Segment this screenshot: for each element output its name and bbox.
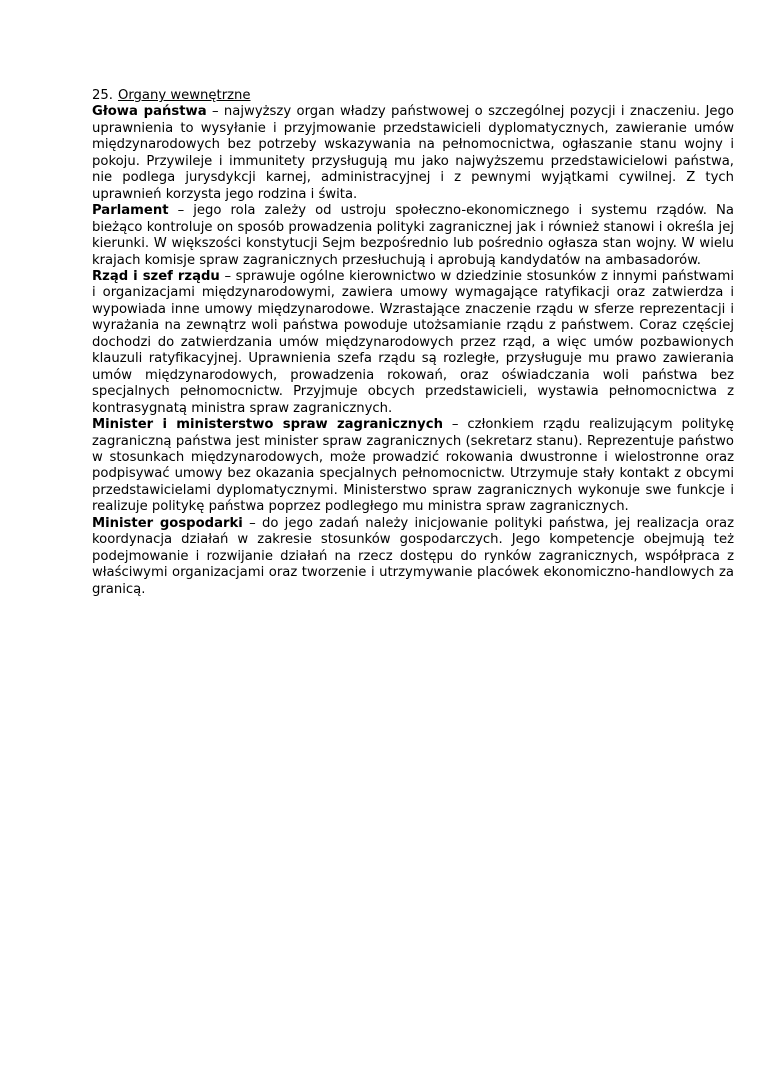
paragraph-body-foreign-minister: – członkiem rządu realizującym politykę zagraniczną państwa jest minister spraw zagranicznych (sekretarz stanu). Reprezentuje państwo w stosunkach międzynarodowych, może prowadzić rokowania dwustronne i wielostronne oraz podpisywać umowy bez okazania specjalnych pełnomocnictw. Utrzymuje stały kontakt z obcymi przedstawicielami dyplomatycznymi. Ministerstwo spraw zagranicznych wykonuje swe funkcje i realizuje politykę państwa poprzez podległego mu ministra spraw zagranicznych.	[92, 417, 734, 515]
section-title: Organy wewnętrzne	[117, 88, 251, 103]
term-economy-minister: Minister gospodarki	[92, 515, 243, 531]
term-parliament: Parlament	[92, 203, 169, 219]
paragraph-body-economy-minister: – do jego zadań należy inicjowanie polityki państwa, jej realizacja oraz koordynacja działań w zakresie stosunków gospodarczych. Jego kompetencje obejmują też podejmowanie i rozwijanie działań na rzecz dostępu do rynków zagranicznych, współpraca z właściwymi organizacjami oraz tworzenie i utrzymywanie placówek ekonomiczno-handlowych za granicą.	[92, 515, 734, 597]
paragraph-foreign-minister	[92, 417, 734, 516]
paragraph-body-head-of-state: – najwyższy organ władzy państwowej o szczególnej pozycji i znaczeniu. Jego uprawnienia to wysyłanie i przyjmowanie przedstawicieli dyplomatycznych, zawieranie umów międzynarodowych bez potrzeby wskazywania na pełnomocnictwa, ogłaszanie stanu wojny i pokoju. Przywileje i immunitety przysługują mu jako najwyższemu przedstawicielowi państwa, nie podlega jurysdykcji karnej, administracyjnej i z pewnymi wyjątkami cywilnej. Z tych uprawnień korzysta jego rodzina i świta.	[92, 104, 734, 202]
section-heading	[92, 88, 734, 104]
document-content	[92, 88, 734, 598]
paragraph-parliament	[92, 203, 734, 269]
section-number: 25.	[92, 88, 113, 103]
term-government-and-premier: Rząd i szef rządu	[92, 268, 220, 284]
paragraph-body-government-and-premier: – sprawuje ogólne kierownictwo w dziedzinie stosunków z innymi państwami i organizacjami międzynarodowymi, zawiera umowy wymagające ratyfikacji oraz zatwierdza i wypowiada inne umowy międzynarodowe. Wzrastające znaczenie rządu w sferze reprezentacji i wyrażania na zewnątrz woli państwa powoduje utożsamianie rządu z państwem. Coraz częściej dochodzi do zatwierdzania umów międzynarodowych przez rząd, a więc umów pozbawionych klauzuli ratyfikacyjnej. Uprawnienia szefa rządu są rozległe, przysługuje mu prawo zawierania umów międzynarodowych, prowadzenia rokowań, oraz oświadczania woli państwa bez specjalnych pełnomocnictw. Przyjmuje obcych przedstawicieli, wystawia pełnomocnictwa z kontrasygnatą ministra spraw zagranicznych.	[92, 268, 734, 416]
term-foreign-minister: Minister i ministerstwo spraw zagranicznych	[92, 417, 443, 433]
paragraph-head-of-state	[92, 104, 734, 203]
paragraph-government-and-premier	[92, 269, 734, 417]
paragraph-body-parliament: – jego rola zależy od ustroju społeczno-ekonomicznego i systemu rządów. Na bieżąco kontroluje on sposób prowadzenia polityki zagranicznej jak i również stanowi i określa jej kierunki. W większości konstytucji Sejm bezpośrednio lub pośrednio ogłasza stan wojny. W wielu krajach komisje spraw zagranicznych przesłuchują i aprobują kandydatów na ambasadorów.	[92, 203, 734, 268]
paragraph-economy-minister	[92, 516, 734, 598]
term-head-of-state: Głowa państwa	[92, 104, 207, 120]
